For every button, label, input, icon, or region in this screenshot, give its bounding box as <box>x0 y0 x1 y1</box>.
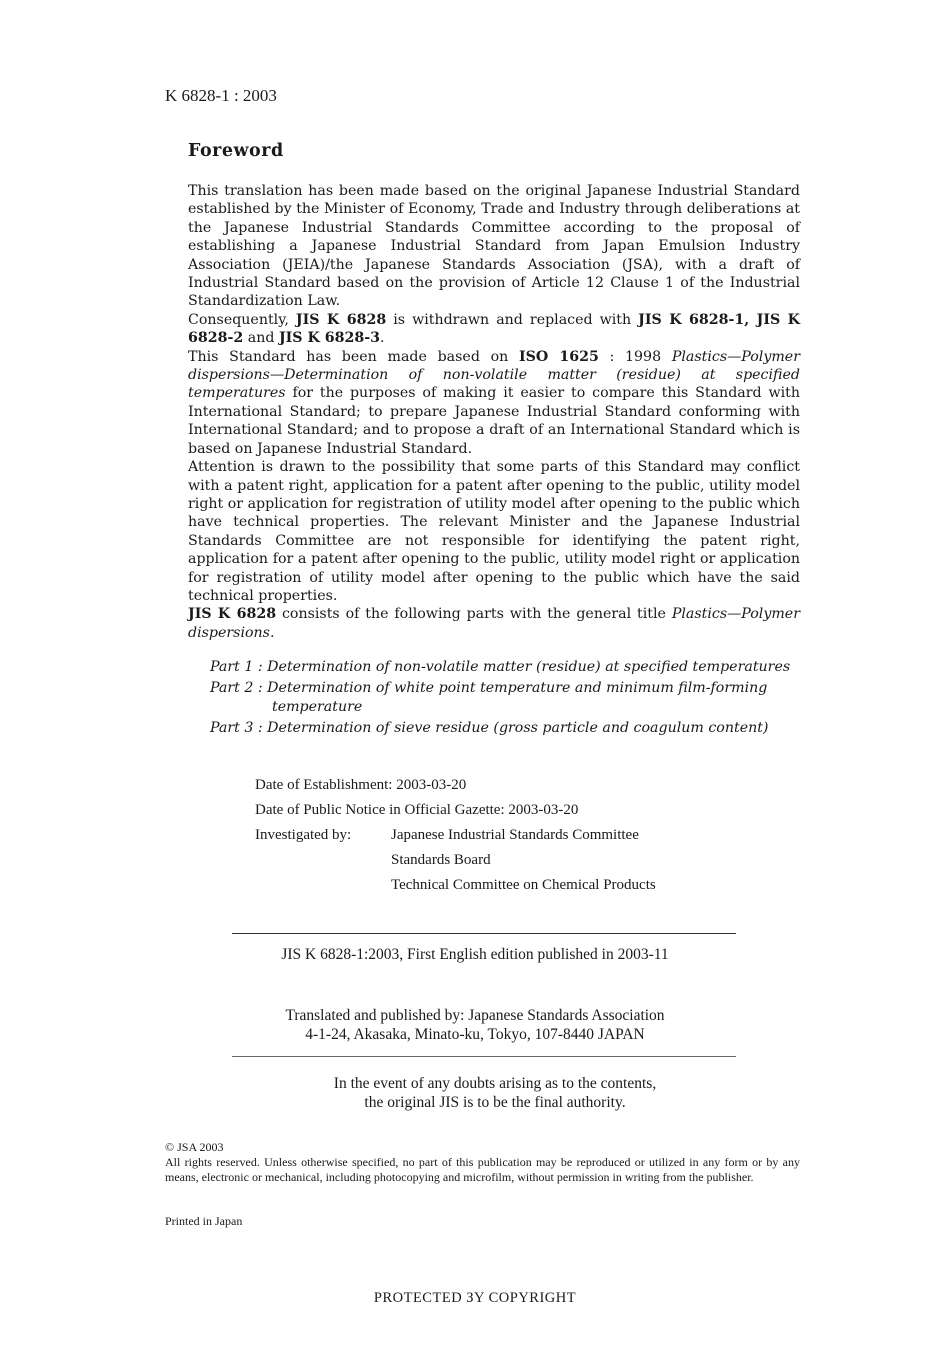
copyright-holder: © JSA 2003 <box>165 1140 224 1154</box>
investigated-label: Investigated by: <box>255 827 352 843</box>
investigated-committee: Japanese Industrial Standards Committee <box>391 827 639 843</box>
printed-in: Printed in Japan <box>165 1214 243 1228</box>
investigated-board: Standards Board <box>391 852 491 868</box>
foreword-title: Foreword <box>188 141 284 161</box>
part-3: Part 3 : Determination of sieve residue (gross particle and coagulum content) <box>210 720 769 737</box>
investigated-technical-committee: Technical Committee on Chemical Products <box>391 877 656 893</box>
copyright-notice: All rights reserved. Unless otherwise specified, no part of this publication may be reproduced or utilized in any form or by any means, electronic or mechanical, including photocopying and microfilm, without permission in writing from the publisher. <box>165 1155 800 1184</box>
part-2: Part 2 : Determination of white point temperature and minimum film-forming temperature <box>210 680 768 715</box>
parts-list <box>210 658 800 741</box>
doubts-notice: In the event of any doubts arising as to the contents, the original JIS is to be the final authority. <box>333 1075 657 1111</box>
part-1: Part 1 : Determination of non-volatile matter (residue) at specified temperatures <box>210 659 791 675</box>
foreword-paragraph-5: JIS K 6828 consists of the following parts with the general title Plastics—Polymer dispersions. <box>188 606 800 641</box>
date-establishment: Date of Establishment: 2003-03-20 <box>255 777 467 793</box>
foreword-paragraph-1: This translation has been made based on the original Japanese Industrial Standard established by the Minister of Economy, Trade and Industry through deliberations at the Japanese Industrial Standards Committee according to the proposal of establishing a Japanese Industrial Standard from Japan Emulsion Industry Association (JEIA)/the Japanese Standards Association (JSA), with a draft of Industrial Standard based on the provision of Article 12 Clause 1 of the Industrial Standardization Law. <box>188 183 800 310</box>
document-id: K 6828-1 : 2003 <box>165 86 277 105</box>
publisher-line: Translated and published by: Japanese Standards Association <box>285 1007 665 1024</box>
protected-footer: PROTECTED ЗY COPYRIGHT <box>373 1290 577 1306</box>
foreword-paragraph-4: Attention is drawn to the possibility that some parts of this Standard may conflict with a patent right, application for a patent after opening to the public, utility model right or application for registration of utility model after opening to the public which have technical properties. The relevant Minister and the Japanese Industrial Standards Committee are not responsible for identifying the patent right, application for a patent after opening to the public, utility model right or application for registration of utility model after opening to the public which have the said technical properties. <box>188 459 800 604</box>
date-gazette: Date of Public Notice in Official Gazette: 2003-03-20 <box>255 802 579 818</box>
divider-top <box>232 933 736 934</box>
foreword-body <box>188 182 800 642</box>
publisher-address: 4-1-24, Akasaka, Minato-ku, Tokyo, 107-8440 JAPAN <box>305 1026 645 1043</box>
foreword-paragraph-3: This Standard has been made based on ISO 1625 : 1998 Plastics—Polymer dispersions—Determination of non-volatile matter (residue) at specified temperatures for the purposes of making it easier to compare this Standard with International Standard; to prepare Japanese Industrial Standard conforming with International Standard; and to propose a draft of an International Standard which is based on Japanese Industrial Standard. <box>188 348 800 457</box>
dates-block <box>255 773 656 898</box>
copyright-block <box>165 1140 800 1185</box>
edition-line: JIS K 6828-1:2003, First English edition published in 2003-11 <box>281 946 669 963</box>
foreword-paragraph-2: Consequently, JIS K 6828 is withdrawn and replaced with JIS K 6828-1, JIS K 6828-2 and JIS K 6828-3. <box>188 311 800 347</box>
divider-bottom <box>232 1056 736 1057</box>
investigated-row <box>255 823 656 848</box>
publisher-block <box>0 1006 950 1044</box>
